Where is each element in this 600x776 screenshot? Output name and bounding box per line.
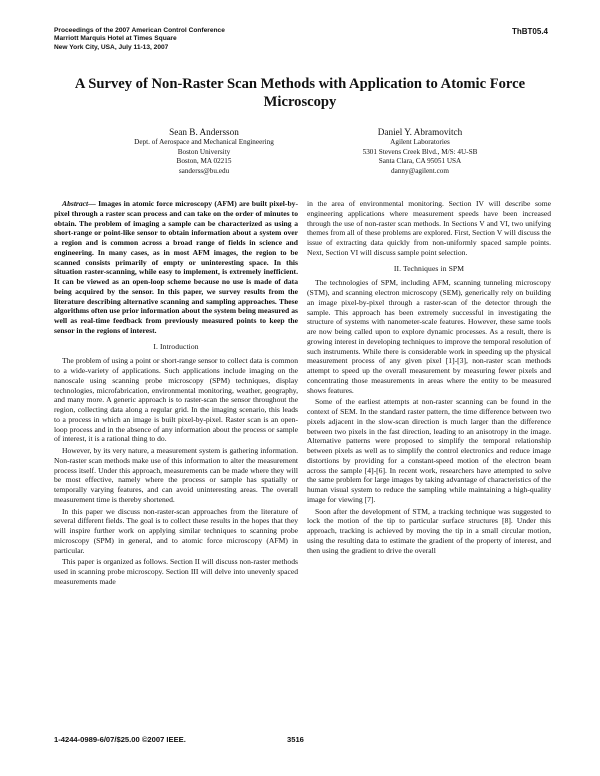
abstract-text: — Images in atomic force microscopy (AFM) are built pixel-by-pixel through a raster scan process and can take on the order of minutes to obtain. The problem of imaging a sample can be characterized as using a short-range or point-like sensor to obtain information about a system over a region and is common across a broad range of fields in science and engineering. In many cases, as in most AFM images, the region to be scanned consists primarily of empty or uninteresting space. In this situation raster-scanning, while easy to implement, is extremely inefficient. It can be viewed as an open-loop scheme because no use is made of data being acquired by the sensor. In this paper, we survey results from the literature describing alternative scanning and sampling approaches. These algorithms often use prior information about the system being measured as well as real-time feedback from previously measured points to keep the sensor in the regions of interest. [54,199,298,335]
paragraph: This paper is organized as follows. Section II will discuss non-raster methods used in scanning probe microscopy. Section III will delve into unevenly spaced measurements made [54,557,298,586]
paragraph: The technologies of SPM, including AFM, scanning tunneling microscopy (STM), and scanning electron microscopy (SEM), generically rely on building an image pixel-by-pixel through a raster-scan of the detector through the sample. This approach has been extremely successful in investigating the structure of systems with nanometer-scale features. However, these same tools are now being called upon to explore dynamic processes. As a result, there is growing interest in developing techniques to improve the temporal resolution of such instruments. While there is considerable work in speeding up the physical measurement process of any given pixel [1]-[3], non-raster scan methods attempt to speed up the overall measurement by measuring fewer pixels and concentrating those measurements in areas where the entity to be measured shows features. [307,278,551,395]
author-email: danny@agilent.com [391,166,449,175]
conference-line: Marriott Marquis Hotel at Times Square [54,35,177,43]
paragraph-continued: in the area of environmental monitoring. Section IV will describe some engineering applications where measurement speeds have been increased through the use of non-raster scan methods. In Sections V and VI, two unifying themes from all of these problems are explored. First, Section V will discuss the issue of extracting data quickly from non-uniformly spaced sample points. Next, Section VI will discuss sample point selection. [307,199,551,257]
author-name: Sean B. Andersson [169,127,239,137]
paper-title: A Survey of Non-Raster Scan Methods with Application to Atomic Force Microscopy [74,76,526,110]
conference-header [54,27,354,52]
section-heading: II. Techniques in SPM [393,263,465,273]
author-block [320,126,520,176]
author-department: Dept. of Aerospace and Mechanical Engineering [134,138,274,146]
copyright-notice: 1-4244-0989-6/07/$25.00 ©2007 IEEE. [54,735,186,744]
session-code: ThBT05.4 [511,27,548,36]
author-institution: Boston University [177,147,231,156]
abstract [54,199,298,336]
abstract-label: Abstract [62,199,89,208]
conference-line: New York City, USA, July 11-13, 2007 [54,43,169,51]
author-institution: Agilent Laboratories [390,138,450,146]
author-name: Daniel Y. Abramovitch [377,127,463,137]
author-block [104,126,304,176]
author-city: Santa Clara, CA 95051 USA [378,157,462,166]
author-email: sanderss@bu.edu [178,166,230,175]
author-address: 5301 Stevens Creek Blvd., M/S: 4U-SB [362,147,478,156]
paragraph: In this paper we discuss non-raster-scan approaches from the literature of several different fields. The goal is to collect these results in the hopes that they will inspire further work on applying similar techniques to scanning probe microscopy (SPM) in general, and to atomic force microscopy (AFM) in particular. [54,506,298,555]
paragraph: Some of the earliest attempts at non-raster scanning can be found in the context of SEM. In the standard raster pattern, the time difference between two pixels adjacent in the slow-scan direction is much larger than the difference between two pixels in the fast direction, leading to an anisotropy in the image. Alternative patterns were proposed to simplify the temporal relationship between pixels as well as to simplify the control electronics and reduce image distortions by providing for a constant-speed motion of the electron beam across the sample [4]-[6]. In recent work, researchers have attempted to solve the same problem for large images by taking advantage of characteristics of the human visual system to reduce the sampling while maintaining a high-quality image for viewing [7]. [307,397,551,504]
paragraph: However, by its very nature, a measurement system is gathering information. Non-raster scan methods make use of this information to alter the measurement process itself. Under this approach, measurements can be made where they will be most effective, namely where the process or sample has spatially or temporally varying features, and can avoid uninteresting areas. The overall measurement time is thereby shortened. [54,446,298,504]
paragraph: Soon after the development of STM, a tracking technique was suggested to lock the motion of the tip to particular surface structures [8]. Under this approach, tracking is achieved by moving the tip in a small circular motion, using the resulting data to estimate the gradient of the property of interest, and then using the gradient to drive the overall [307,506,551,555]
page-number: 3516 [287,735,304,744]
section-heading: I. Introduction [153,341,199,351]
left-column [54,199,298,587]
paragraph: The problem of using a point or short-range sensor to collect data is common to a wide-variety of applications. Such applications include imaging on the nanoscale using scanning probe microscopy (SPM) techniques, display technologies, microfabrication, environmental monitoring, weather, geography, and many more. A generic approach is to raster-scan the sensor throughout the region, collecting data along a regular grid. In the imaging scenario, this leads to a process in which an image is built pixel-by-pixel. Raster scan is an open-loop process and in the absence of any information about the process or sample of interest, it is a rational thing to do. [54,356,298,444]
conference-line: Proceedings of the 2007 American Control Conference [54,27,225,34]
right-column [307,199,551,555]
author-address: Boston, MA 02215 [176,157,232,166]
